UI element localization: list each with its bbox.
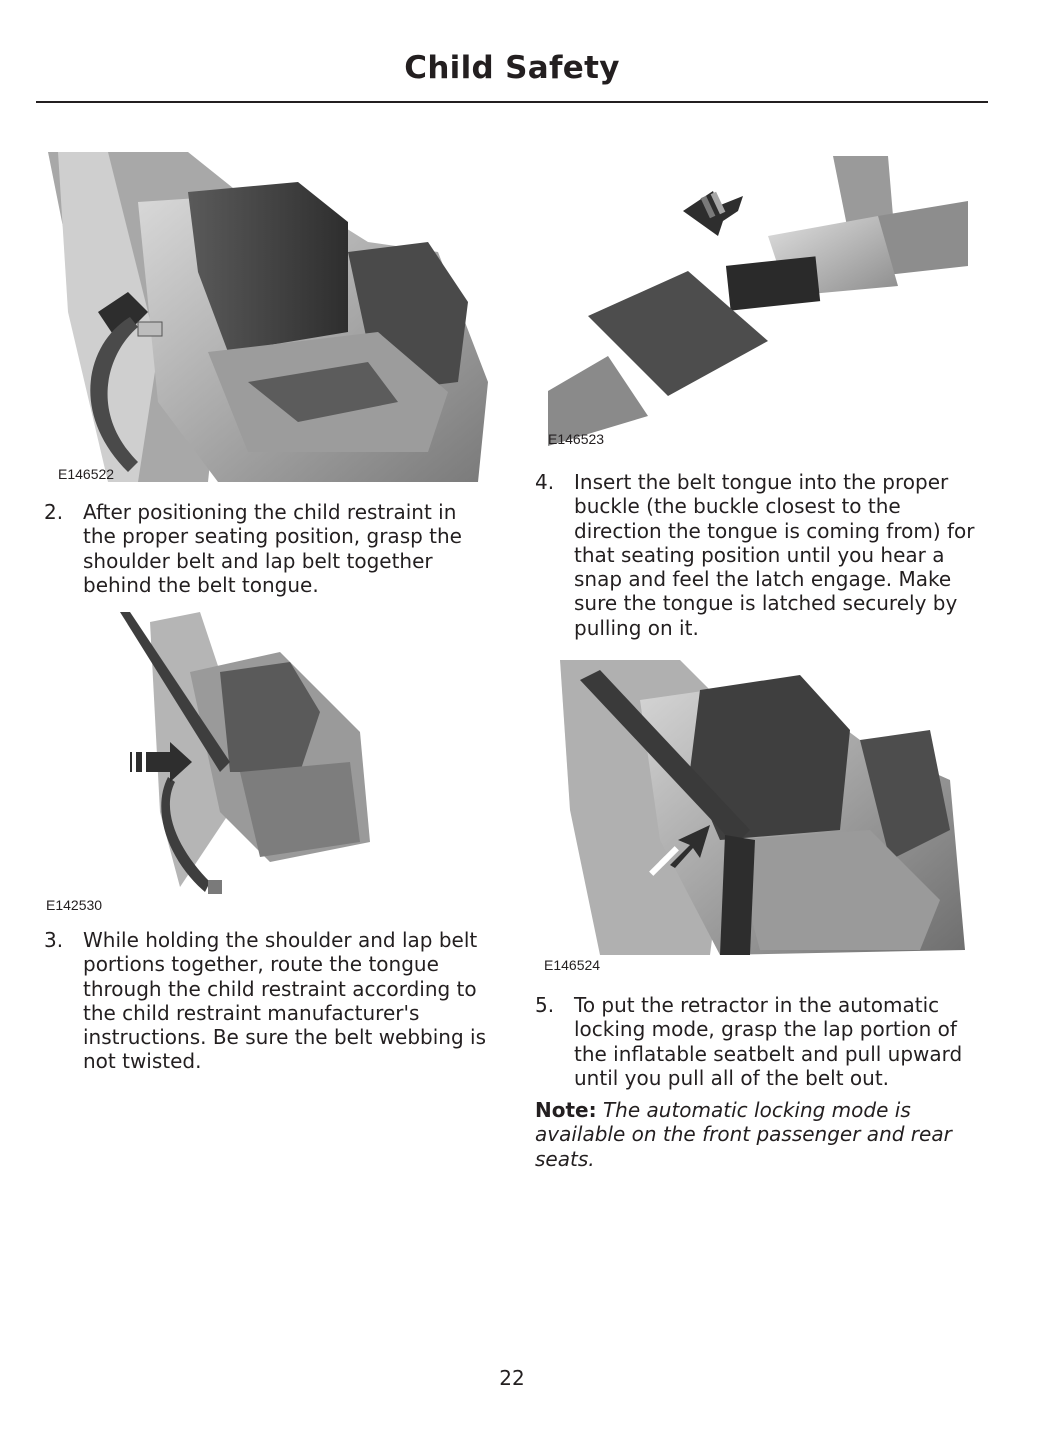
step-number: 2. [44,500,64,524]
step-number: 5. [535,993,555,1017]
note-label: Note: [535,1098,597,1122]
step-number: 4. [535,470,555,494]
step-text: To put the retractor in the automatic locking mode, grasp the lap portion of the inflatable seatbelt and pull upward until you pull all of the belt out. [574,993,963,1090]
step-text: While holding the shoulder and lap belt portions together, route the tongue through the child restraint according to the child restraint manufacturer's instructions. Be sure the belt webbing is not twisted. [83,928,487,1074]
figure-code: E146522 [58,466,115,482]
buckle-illustration [548,156,974,446]
page-number: 22 [499,1366,525,1390]
figure-code: E146524 [544,957,601,973]
figure-child-seat-belt [48,152,496,482]
step-text: Insert the belt tongue into the proper buckle (the buckle closest to the direction the tongue is coming from) for that seating position until you hear a snap and feel the latch engage. Make sure the tongue is latched securely by pulling on it. [574,470,975,640]
page-title: Child Safety [404,50,620,86]
figure-child-seat-side [120,612,380,907]
child-seat-illustration [48,152,496,482]
note-text: The automatic locking mode is available on the front passenger and rear seats. [535,1098,952,1171]
figure-belt-pull [560,660,965,955]
figure-code: E142530 [46,897,103,913]
figure-code: E146523 [548,431,605,447]
pull-belt-illustration [560,660,965,955]
figure-belt-buckle [548,156,974,446]
step-text: After positioning the child restraint in the proper seating position, grasp the shoulder belt and lap belt together behind the belt tongue. [83,500,462,597]
side-seat-illustration [120,612,380,907]
note [535,1098,985,1171]
header-divider [36,101,988,103]
step-number: 3. [44,928,64,952]
